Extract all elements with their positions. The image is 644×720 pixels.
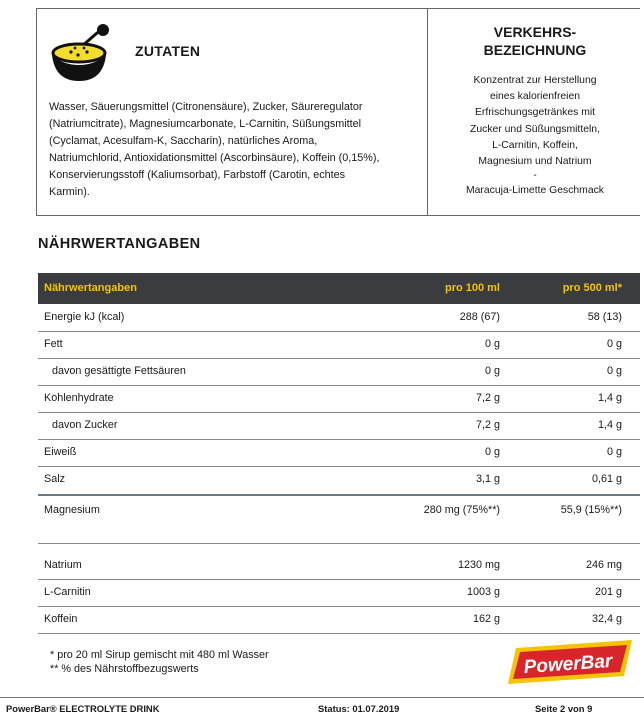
row-per100: 3,1 g <box>475 473 500 485</box>
table-row <box>38 607 640 633</box>
row-label: L-Carnitin <box>44 586 91 598</box>
row-per500: 1,4 g <box>597 392 622 404</box>
section-divider <box>38 494 640 496</box>
row-per500: 246 mg <box>585 559 622 571</box>
row-per500: 0 g <box>606 365 622 377</box>
header-per100: pro 100 ml <box>444 282 500 294</box>
table-row <box>38 553 640 579</box>
table-row <box>38 498 640 524</box>
footnote: * pro 20 ml Sirup gemischt mit 480 ml Wasser <box>50 649 269 661</box>
ingredients-title: ZUTATEN <box>135 43 201 59</box>
row-per100: 7,2 g <box>475 419 500 431</box>
table-row <box>38 413 640 439</box>
row-per100: 0 g <box>484 365 500 377</box>
desc-line: eines kalorienfreien <box>489 91 581 103</box>
row-per500: 201 g <box>594 586 622 598</box>
row-per100: 162 g <box>472 613 500 625</box>
table-row <box>38 386 640 412</box>
row-divider <box>38 633 640 634</box>
desc-line: L-Carnitin, Koffein, <box>492 139 578 151</box>
nutrition-table-header <box>38 273 640 304</box>
table-row <box>38 359 640 385</box>
footer-product: PowerBar® ELECTROLYTE DRINK <box>6 703 160 714</box>
nutrition-title: NÄHRWERTANGABEN <box>38 236 201 252</box>
row-label: Salz <box>44 473 66 485</box>
row-label: Koffein <box>44 613 78 625</box>
footer-page: Seite 2 von 9 <box>535 703 593 714</box>
table-row <box>38 580 640 606</box>
row-per500: 0 g <box>606 446 622 458</box>
ingredients-text <box>49 99 419 201</box>
row-per100: 288 (67) <box>459 311 500 323</box>
row-per100: 0 g <box>484 338 500 350</box>
row-per500: 0,61 g <box>591 473 622 485</box>
row-label: davon gesättigte Fettsäuren <box>52 365 186 377</box>
ingredients-line: Konservierungsstoff (Kaliumsorbat), Farbstoff (Carotin, echtes <box>49 169 346 181</box>
row-per100: 7,2 g <box>475 392 500 404</box>
logo-text: PowerBar <box>523 650 614 679</box>
header-label: Nährwertangaben <box>44 282 137 294</box>
footnote: ** % des Nährstoffbezugswerts <box>50 663 199 675</box>
desc-line: Erfrischungsgetränkes mit <box>474 107 596 119</box>
row-per100: 280 mg (75%**) <box>423 504 500 516</box>
desc-line: Zucker und Süßungsmitteln, <box>470 123 600 135</box>
row-label: Natrium <box>44 559 82 571</box>
footer-status: Status: 01.07.2019 <box>318 703 400 714</box>
ingredients-line: (Cyclamat, Acesulfam-K, Saccharin), natürliches Aroma, <box>49 135 318 147</box>
desc-line: Magnesium und Natrium <box>478 156 592 168</box>
verkehrsbezeichnung-description <box>429 73 641 170</box>
row-per500: 1,4 g <box>597 419 622 431</box>
row-per500: 32,4 g <box>591 613 622 625</box>
row-per100: 0 g <box>484 446 500 458</box>
verkehrsbezeichnung-title <box>429 23 641 59</box>
row-label: Eiweiß <box>44 446 77 458</box>
table-row <box>38 440 640 466</box>
ingredients-line: Natriumchlorid, Antioxidationsmittel (Ascorbinsäure), Koffein (0,15%), <box>49 152 380 164</box>
header-per500: pro 500 ml* <box>562 282 622 294</box>
desc-line: Konzentrat zur Herstellung <box>473 75 597 86</box>
powerbar-logo <box>506 640 634 684</box>
row-divider <box>38 543 640 544</box>
row-per500: 0 g <box>606 338 622 350</box>
title-line: BEZEICHNUNG <box>483 42 587 58</box>
ingredients-line: (Natriumcitrate), Magnesiumcarbonate, L-Carnitin, Süßungsmittel <box>49 118 362 130</box>
row-label: Magnesium <box>44 504 100 516</box>
row-label: Fett <box>44 338 63 350</box>
row-label: davon Zucker <box>52 419 118 431</box>
ingredients-line: Wasser, Säuerungsmittel (Citronensäure), Zucker, Säureregulator <box>49 101 363 113</box>
flavor-text: Maracuja-Limette Geschmack <box>465 185 604 196</box>
table-row <box>38 305 640 331</box>
row-per500: 58 (13) <box>587 311 622 323</box>
bowl-with-spoon-icon <box>47 23 113 85</box>
footer-divider <box>0 697 644 698</box>
row-per100: 1003 g <box>466 586 500 598</box>
row-per500: 55,9 (15%**) <box>560 504 622 516</box>
ingredients-panel <box>36 8 640 216</box>
table-row <box>38 332 640 358</box>
table-row <box>38 467 640 493</box>
ingredients-line: Karmin). <box>49 186 90 198</box>
row-per100: 1230 mg <box>457 559 500 571</box>
panel-divider <box>427 9 428 215</box>
verkehrsbezeichnung-separator: - <box>533 170 537 181</box>
row-label: Kohlenhydrate <box>44 392 114 404</box>
title-line: VERKEHRS- <box>493 24 577 40</box>
row-label: Energie kJ (kcal) <box>44 311 125 323</box>
